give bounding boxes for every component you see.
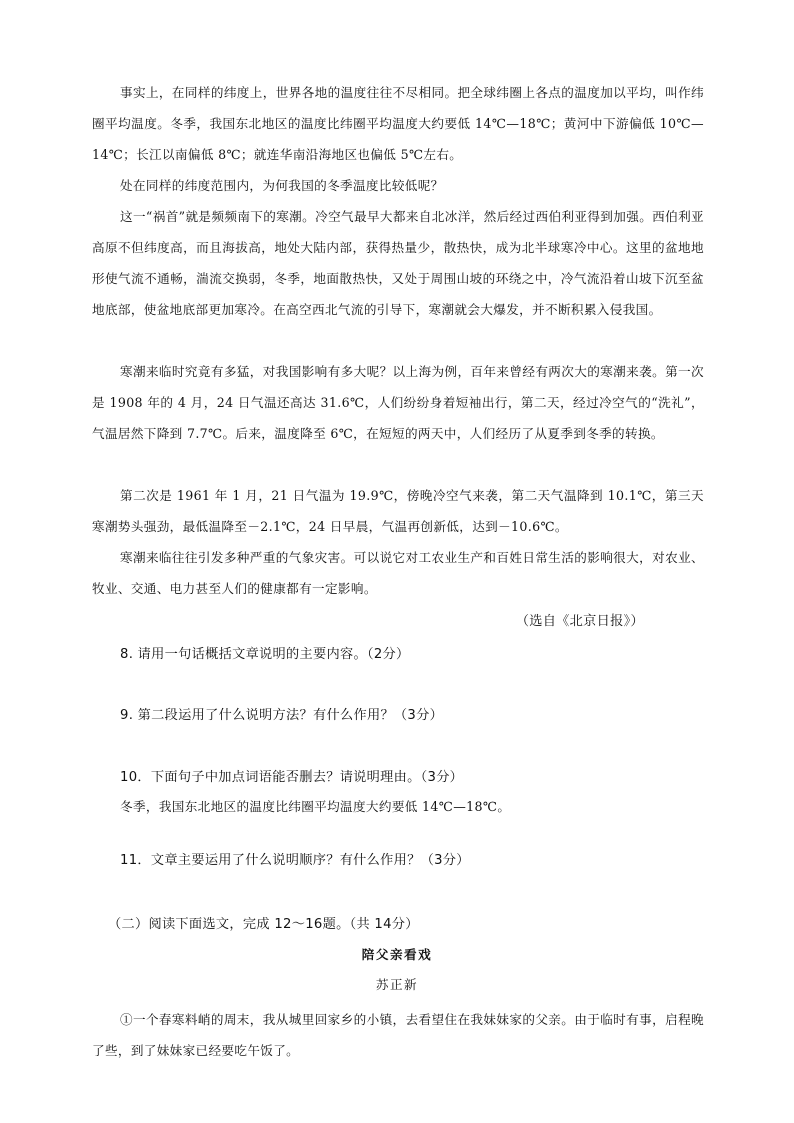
article-source: （选自《北京日报》） [515, 614, 644, 629]
question-10-sentence: 冬季，我国东北地区的温度比纬圈平均温度大约要低 14℃—18℃。 [120, 799, 511, 814]
question-11: 11．文章主要运用了什么说明顺序？有什么作用？（3分） [120, 853, 470, 868]
question-9: 9. 第二段运用了什么说明方法？有什么作用？（3分） [120, 708, 444, 723]
article-paragraph-5: 第二次是 1961 年 1 月，21 日气温为 19.9℃，傍晚冷空气来袭，第二天气温降到 10.1℃，第三天寒潮势头强劲，最低温降至－2.1℃，24 日早晨，气温再创新低，达到－10.6℃。 [92, 488, 704, 534]
story-title: 陪父亲看戏 [361, 947, 433, 962]
article-paragraph-1: 事实上，在同样的纬度上，世界各地的温度往往不尽相同。把全球纬圈上各点的温度加以平均，叫作纬圈平均温度。冬季，我国东北地区的温度比纬圈平均温度大约要低 14℃—18℃；黄河中下游偏低 10℃—14℃；长江以南偏低 8℃；就连华南沿海地区也偏低 5℃左右。 [92, 85, 704, 162]
question-8: 8. 请用一句话概括文章说明的主要内容。（2分） [120, 647, 410, 662]
article-paragraph-2: 处在同样的纬度范围内，为何我国的冬季温度比较低呢？ [120, 178, 444, 193]
section-2-heading: （二）阅读下面选文，完成 12～16题。（共 14分） [108, 917, 419, 932]
story-author: 苏正新 [375, 977, 419, 992]
article-paragraph-4: 寒潮来临时究竟有多猛，对我国影响有多大呢？以上海为例，百年来曾经有两次大的寒潮来袭。第一次是 1908 年的 4 月，24 日气温还高达 31.6℃，人们纷纷身着短袖出行，第二天，经过冷空气的“洗礼”，气温居然下降到 7.7℃。后来，温度降至 6℃，在短短的两天中，人们经历了从夏季到冬季的转换。 [92, 364, 704, 441]
story-paragraph-1: ①一个春寒料峭的周末，我从城里回家乡的小镇，去看望住在我妹妹家的父亲。由于临时有事，启程晚了些，到了妹妹家已经要吃午饭了。 [92, 1012, 704, 1058]
question-10: 10．下面句子中加点词语能否删去？请说明理由。（3分） [120, 770, 464, 785]
article-paragraph-3: 这一“祸首”就是频频南下的寒潮。冷空气最早大都来自北冰洋，然后经过西伯利亚得到加强。西伯利亚高原不但纬度高，而且海拔高，地处大陆内部，获得热量少，散热快，成为北半球寒冷中心。这里的盆地地形使气流不通畅，湍流交换弱，冬季，地面散热快，又处于周围山坡的环绕之中，冷气流沿着山坡下沉至盆地底部，使盆地底部更加寒冷。在高空西北气流的引导下，寒潮就会大爆发，并不断积累入侵我国。 [92, 209, 704, 317]
article-paragraph-6: 寒潮来临往往引发多种严重的气象灾害。可以说它对工农业生产和百姓日常生活的影响很大，对农业、牧业、交通、电力甚至人们的健康都有一定影响。 [92, 550, 704, 596]
